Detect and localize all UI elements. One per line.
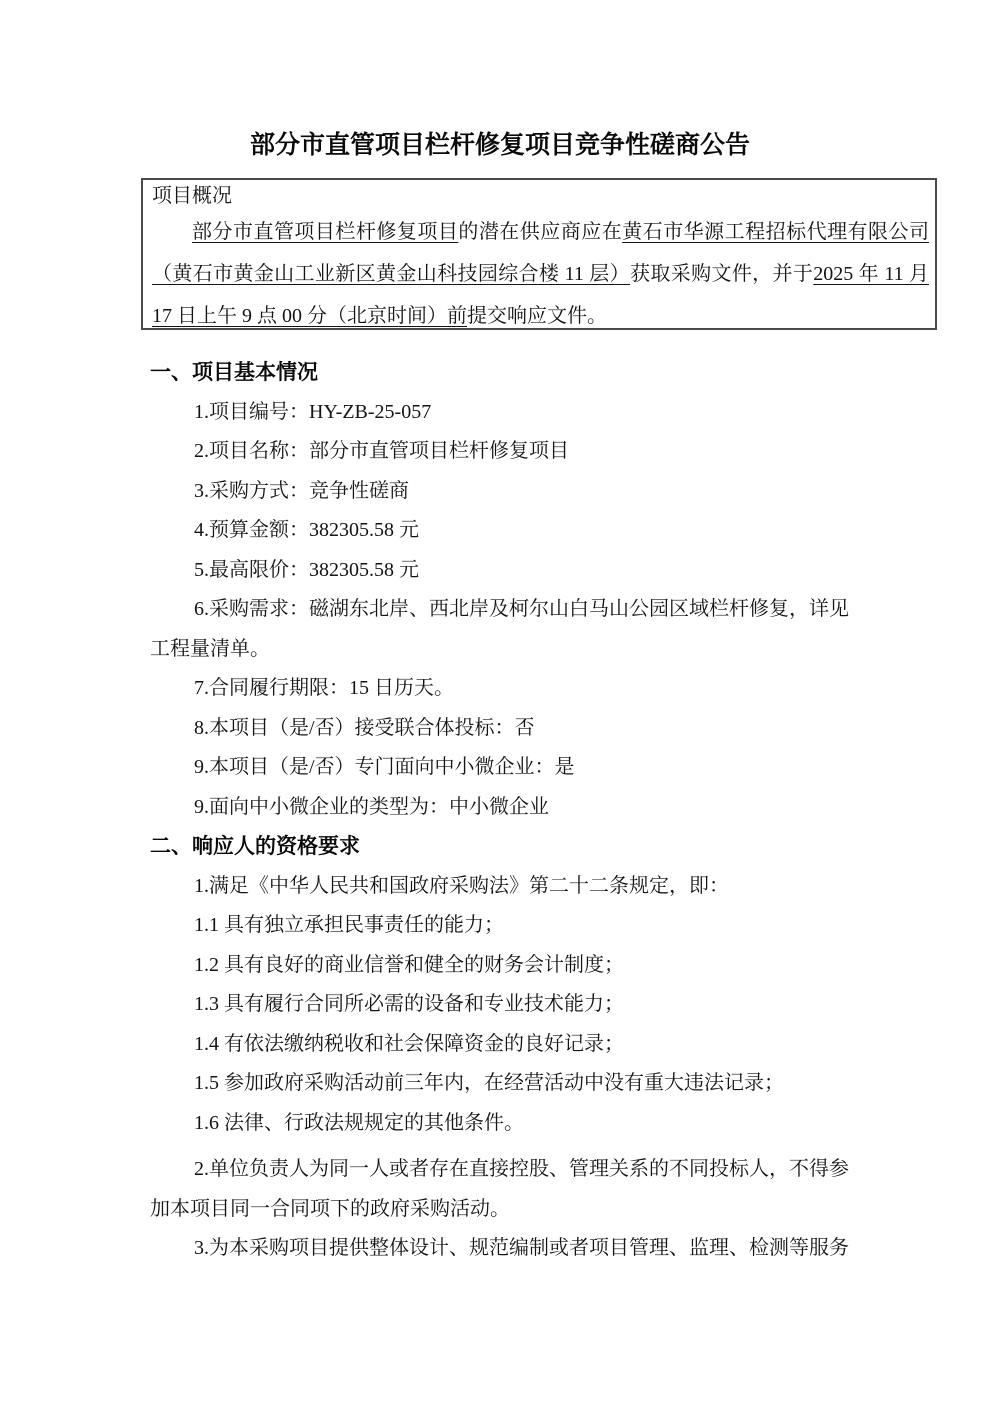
underlined-text: （黄石市黄金山工业新区黄金山科技园综合楼 11 层） xyxy=(152,263,630,285)
paragraph xyxy=(150,1150,880,1229)
text-line: 一、项目基本情况 xyxy=(150,361,318,384)
plain-text: 提交响应文件。 xyxy=(467,305,607,327)
text-line: 2.单位负责人为同一人或者存在直接控股、管理关系的不同投标人，不得参 xyxy=(194,1158,849,1180)
text-line: 1.满足《中华人民共和国政府采购法》第二十二条规定，即： xyxy=(194,874,729,897)
document-body xyxy=(150,353,880,1269)
paragraph xyxy=(150,511,880,551)
document-title: 部分市直管项目栏杆修复项目竞争性磋商公告 xyxy=(249,132,750,159)
overview-line xyxy=(152,211,929,253)
text-line: 9.面向中小微企业的类型为：中小微企业 xyxy=(194,795,549,818)
overview-line xyxy=(152,253,929,295)
paragraph xyxy=(150,1064,880,1104)
text-line: 1.4 有依法缴纳税收和社会保障资金的良好记录； xyxy=(194,1032,624,1055)
overview-line xyxy=(152,295,929,337)
text-line: 1.1 具有独立承担民事责任的能力； xyxy=(194,914,504,936)
text-line: 6.采购需求：磁湖东北岸、西北岸及柯尔山白马山公园区域栏杆修复，详见 xyxy=(194,598,849,620)
underlined-text: 2025 年 11 月 xyxy=(813,263,929,285)
paragraph xyxy=(150,748,880,788)
text-line: 4.预算金额：382305.58 元 xyxy=(194,519,419,541)
section-heading xyxy=(150,827,880,867)
paragraph xyxy=(150,472,880,512)
paragraph xyxy=(150,867,880,907)
text-line: 1.6 法律、行政法规规定的其他条件。 xyxy=(194,1111,524,1134)
text-line: 7.合同履行期限：15 日历天。 xyxy=(194,677,454,699)
paragraph xyxy=(150,590,880,669)
text-line: 8.本项目（是/否）接受联合体投标：否 xyxy=(194,716,535,739)
underlined-text: 黄石市华源工程招标代理有限公司 xyxy=(622,221,930,243)
paragraph xyxy=(150,788,880,828)
overview-paragraph xyxy=(152,211,929,337)
text-line: 2.项目名称：部分市直管项目栏杆修复项目 xyxy=(194,440,569,462)
text-line: 加本项目同一合同项下的政府采购活动。 xyxy=(150,1197,510,1220)
paragraph xyxy=(150,985,880,1025)
paragraph xyxy=(150,1229,880,1269)
paragraph xyxy=(150,393,880,433)
plain-text: 获取采购文件，并于 xyxy=(630,263,814,285)
paragraph xyxy=(150,1104,880,1144)
overview-box-label: 项目概况 xyxy=(152,185,232,207)
paragraph xyxy=(150,432,880,472)
text-line: 1.3 具有履行合同所必需的设备和专业技术能力； xyxy=(194,993,624,1015)
underlined-text: 17 日上午 9 点 00 分（北京时间）前 xyxy=(152,305,467,327)
text-line: 工程量清单。 xyxy=(150,637,270,660)
text-line: 二、响应人的资格要求 xyxy=(150,835,360,858)
paragraph xyxy=(150,906,880,946)
paragraph xyxy=(150,709,880,749)
paragraph xyxy=(150,669,880,709)
paragraph xyxy=(150,551,880,591)
text-line: 3.为本采购项目提供整体设计、规范编制或者项目管理、监理、检测等服务 xyxy=(194,1237,849,1259)
text-line: 3.采购方式：竞争性磋商 xyxy=(194,479,409,502)
text-line: 5.最高限价：382305.58 元 xyxy=(194,558,419,581)
text-line: 1.项目编号：HY-ZB-25-057 xyxy=(194,400,432,423)
section-heading xyxy=(150,353,880,393)
text-line: 1.2 具有良好的商业信誉和健全的财务会计制度； xyxy=(194,953,624,976)
project-overview-box xyxy=(141,178,937,330)
underlined-text: 部分市直管项目栏杆修复项目 xyxy=(192,221,459,243)
paragraph xyxy=(150,946,880,986)
text-line: 1.5 参加政府采购活动前三年内，在经营活动中没有重大违法记录； xyxy=(194,1072,784,1094)
paragraph xyxy=(150,1025,880,1065)
text-line: 9.本项目（是/否）专门面向中小微企业：是 xyxy=(194,756,575,778)
plain-text: 的潜在供应商应在 xyxy=(458,221,623,243)
